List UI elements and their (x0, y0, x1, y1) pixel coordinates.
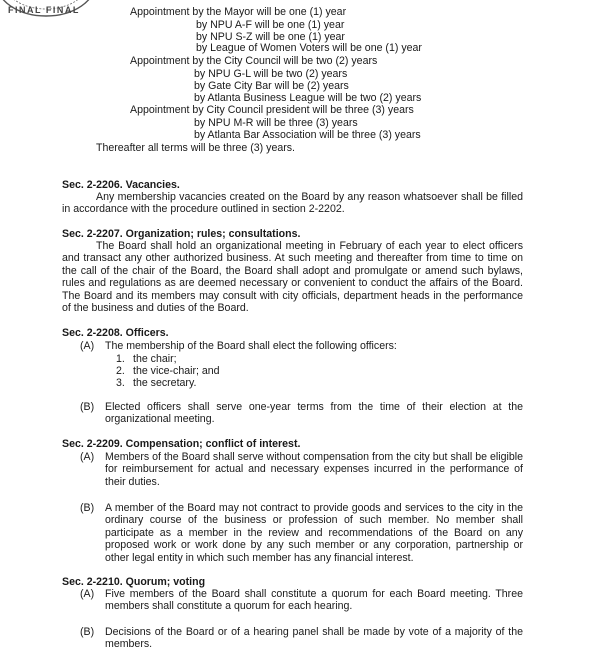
subsection-text: Decisions of the Board or of a hearing panel shall be made by vote of a majority of the members. (105, 626, 523, 651)
appointment-line: by Atlanta Business League will be two (2) years (194, 92, 422, 104)
section-heading-2207: Sec. 2-2207. Organization; rules; consultations. (62, 228, 301, 240)
appointment-line: Appointment by the City Council will be two (2) years (130, 55, 378, 67)
officer-item: the chair; (133, 353, 177, 365)
section-heading-2209: Sec. 2-2209. Compensation; conflict of interest. (62, 438, 301, 450)
subsection-marker: (B) (80, 502, 95, 514)
subsection-text: Five members of the Board shall constitute a quorum for each Board meeting. Three members shall constitute a quorum for each hearing. (105, 588, 523, 613)
section-heading-2210: Sec. 2-2210. Quorum; voting (62, 576, 206, 588)
appointment-line: by Atlanta Bar Association will be three (3) years (194, 129, 421, 141)
appointment-line: by NPU M-R will be three (3) years (194, 117, 358, 129)
section-body-2207: The Board shall hold an organizational meeting in February of each year to elect officers and transact any other authorized business. At such meeting and thereafter from time to time on the call of the chair of the Board, the Board shall adopt and promulgate or amend such bylaws, rules and regulations as are deemed necessary or convenient to conduct the affairs of the Board. The Board and its members may consult with city officials, department heads in the performance of the business and duties of the Board. (62, 240, 523, 315)
subsection-text: The membership of the Board shall elect the following officers: (105, 340, 397, 352)
section-body-2206: Any membership vacancies created on the Board by any reason whatsoever shall be filled in accordance with the procedure outlined in section 2-2202. (62, 191, 523, 216)
officer-number: 1. (116, 353, 125, 365)
final-stamp (0, 0, 104, 22)
appointment-line: Appointment by the Mayor will be one (1) year (130, 6, 347, 18)
appointment-line: by Gate City Bar will be (2) years (194, 80, 349, 92)
subsection-marker: (B) (80, 626, 95, 638)
subsection-marker: (A) (80, 588, 95, 600)
subsection-marker: (A) (80, 451, 95, 463)
appointment-line: Thereafter all terms will be three (3) years. (96, 142, 295, 154)
appointment-line: by NPU A-F will be one (1) year (196, 19, 345, 31)
appointment-line: Appointment by City Council president will be three (3) years (130, 104, 414, 116)
section-heading-2208: Sec. 2-2208. Officers. (62, 327, 169, 339)
subsection-marker: (B) (80, 401, 95, 413)
officer-item: the secretary. (133, 377, 197, 389)
appointment-line: by NPU G-L will be two (2) years (194, 68, 348, 80)
subsection-text: A member of the Board may not contract to provide goods and services to the city in the ordinary course of the business or profession of such member. No member shall participate as a member in the review and recommendations of the Board on any proposed work or work done by any such member or any corporation, partnership or other legal entity in which such member has any financial interest. (105, 502, 523, 564)
appointment-line: by NPU S-Z will be one (1) year (196, 31, 345, 43)
officer-item: the vice-chair; and (133, 365, 220, 377)
subsection-marker: (A) (80, 340, 95, 352)
officer-number: 2. (116, 365, 125, 377)
subsection-text: Elected officers shall serve one-year terms from the time of their election at the organizational meeting. (105, 401, 523, 426)
stamp-text: FINAL FINAL (8, 5, 80, 15)
officer-number: 3. (116, 377, 125, 389)
section-heading-2206: Sec. 2-2206. Vacancies. (62, 179, 180, 191)
appointment-line: by League of Women Voters will be one (1) year (196, 42, 422, 54)
subsection-text: Members of the Board shall serve without compensation from the city but shall be eligible for reimbursement for actual and necessary expenses incurred in the performance of their duties. (105, 451, 523, 488)
